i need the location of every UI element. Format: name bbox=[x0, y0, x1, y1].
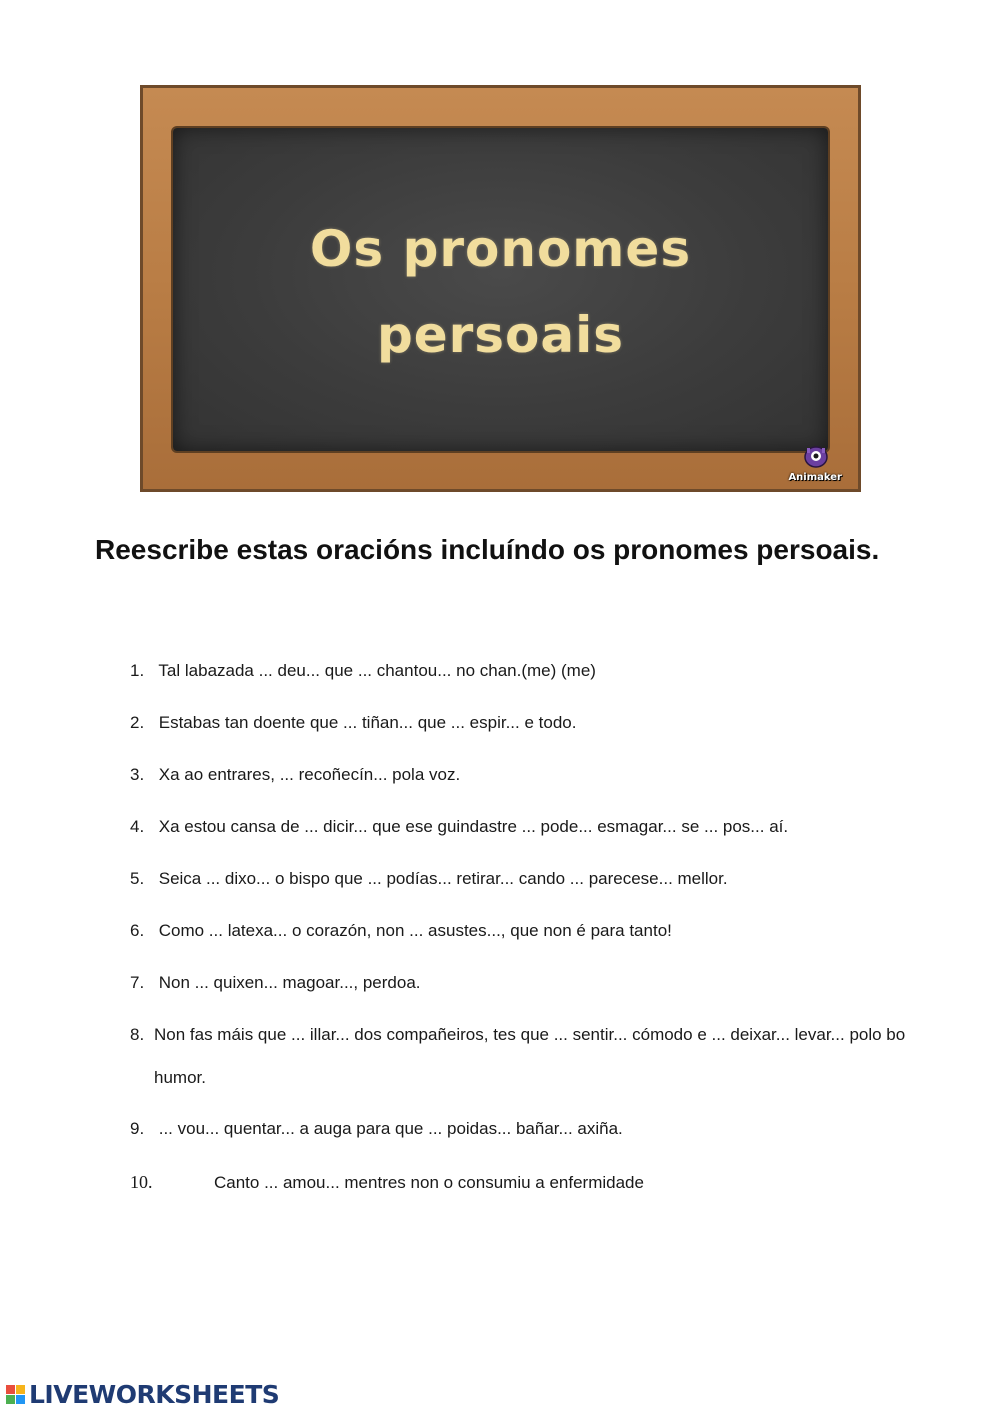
exercise-item-2 bbox=[130, 701, 930, 744]
exercise-text: Seica ... dixo... o bispo que ... podías... retirar... cando ... parecese... mellor. bbox=[158, 869, 728, 888]
exercise-number: 4. bbox=[130, 817, 145, 836]
exercise-item-3 bbox=[130, 753, 930, 796]
exercise-number: 10. bbox=[130, 1172, 153, 1192]
exercise-text: Xa ao entrares, ... recoñecín... pola voz. bbox=[158, 765, 461, 784]
banner-title-line-1: Os pronomes bbox=[309, 220, 692, 278]
exercise-item-5 bbox=[130, 857, 930, 900]
exercise-item-1 bbox=[130, 649, 930, 692]
exercise-item-9 bbox=[130, 1107, 930, 1150]
exercise-text: Como ... latexa... o corazón, non ... asustes..., que non é para tanto! bbox=[158, 921, 672, 940]
instructions-heading: Reescribe estas oracións incluíndo os pronomes persoais. bbox=[95, 534, 880, 565]
exercise-text: Tal labazada ... deu... que ... chantou... no chan.(me) (me) bbox=[158, 661, 596, 680]
exercise-item-6 bbox=[130, 909, 930, 952]
exercise-item-8 bbox=[130, 1013, 930, 1099]
exercise-number: 1. bbox=[130, 661, 145, 680]
exercise-number: 7. bbox=[130, 973, 145, 992]
liveworksheets-logo[interactable] bbox=[6, 1378, 279, 1410]
exercise-number: 8. bbox=[130, 1025, 145, 1044]
chalkboard-surface bbox=[173, 128, 828, 451]
exercise-text: Non ... quixen... magoar..., perdoa. bbox=[158, 973, 421, 992]
exercise-text: Estabas tan doente que ... tiñan... que ... espir... e todo. bbox=[158, 713, 577, 732]
exercise-number: 3. bbox=[130, 765, 145, 784]
exercise-text: Xa estou cansa de ... dicir... que ese guindastre ... pode... esmagar... se ... pos... aí. bbox=[158, 817, 789, 836]
chalkboard-banner bbox=[140, 85, 861, 492]
exercise-number: 6. bbox=[130, 921, 145, 940]
exercise-item-10 bbox=[130, 1161, 930, 1204]
exercise-item-7 bbox=[130, 961, 930, 1004]
animaker-badge: Animaker bbox=[788, 472, 842, 483]
exercise-number: 9. bbox=[130, 1119, 145, 1138]
exercise-text: Non fas máis que ... illar... dos compañeiros, tes que ... sentir... cómodo e ... deixar... levar... polo bo humor. bbox=[154, 1025, 906, 1087]
exercise-text: ... vou... quentar... a auga para que ... poidas... bañar... axiña. bbox=[158, 1119, 623, 1138]
liveworksheets-logo-icon bbox=[6, 1385, 25, 1404]
logo-text: LIVEWORKSHEETS bbox=[29, 1379, 280, 1409]
exercise-text: Canto ... amou... mentres non o consumiu a enfermidade bbox=[214, 1173, 644, 1192]
exercise-number: 2. bbox=[130, 713, 145, 732]
exercise-number: 5. bbox=[130, 869, 145, 888]
exercise-item-4 bbox=[130, 805, 930, 848]
banner-title-line-2: persoais bbox=[376, 306, 625, 364]
